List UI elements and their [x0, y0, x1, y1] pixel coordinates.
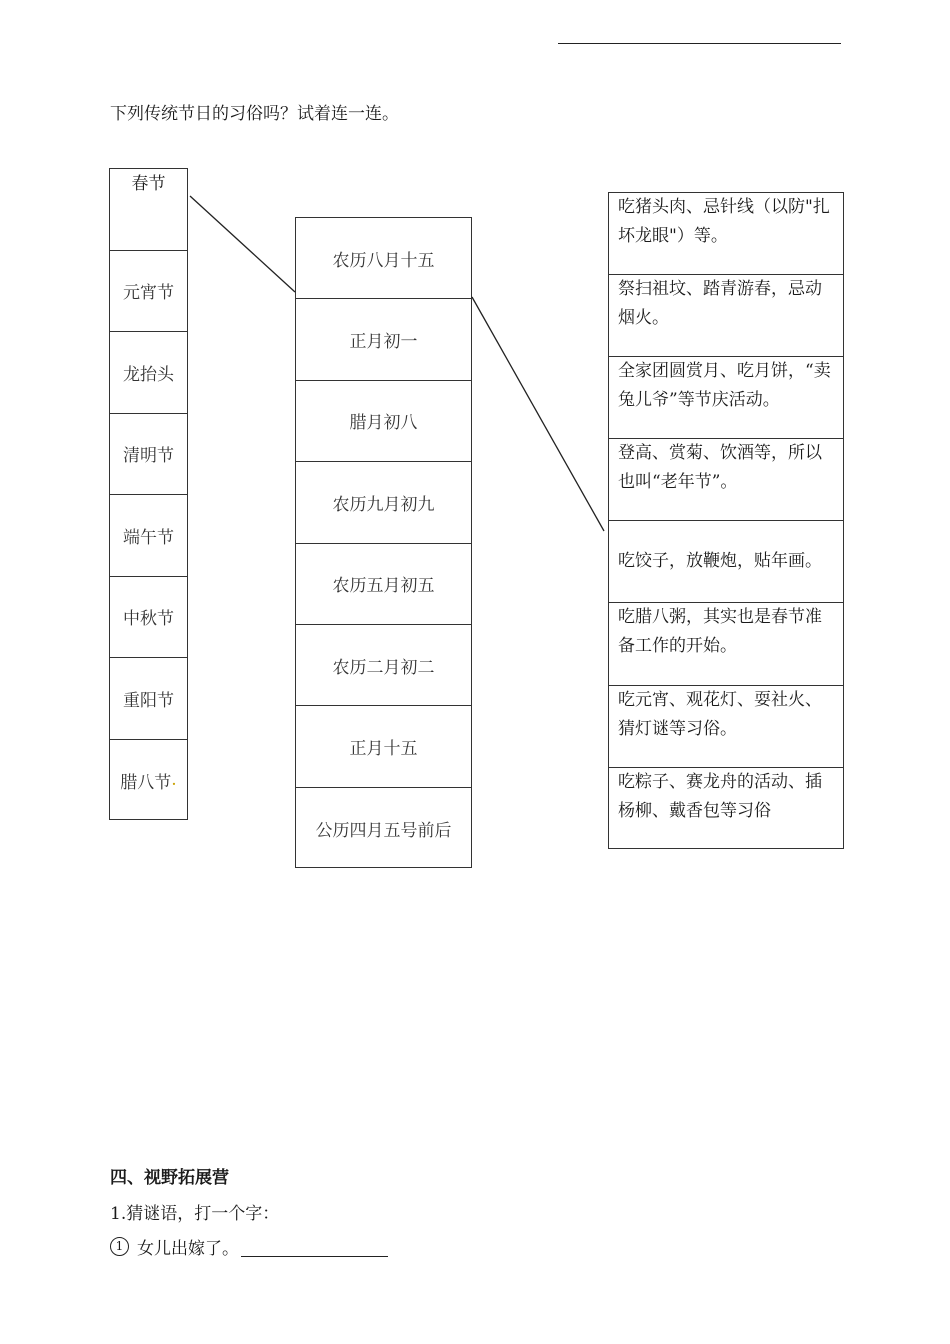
- custom-text: 全家团圆赏月、吃月饼，“卖兔儿爷”等节庆活动。: [618, 361, 831, 411]
- custom-cell[interactable]: [609, 521, 843, 603]
- festival-label: 重阳节: [123, 690, 174, 711]
- riddle-item: [110, 1234, 388, 1259]
- date-cell[interactable]: [296, 218, 471, 299]
- festival-cell[interactable]: [110, 495, 187, 577]
- date-cell[interactable]: [296, 299, 471, 380]
- festival-label: 端午节: [123, 527, 174, 548]
- riddle-number: 1: [110, 1237, 129, 1256]
- date-label: 农历八月十五: [332, 250, 435, 271]
- header-rule: [558, 43, 841, 44]
- custom-cell[interactable]: [609, 275, 843, 357]
- date-column: [295, 217, 472, 868]
- date-label: 农历五月初五: [332, 576, 435, 597]
- instruction-text: 下列传统节日的习俗吗？试着连一连。: [110, 104, 399, 124]
- date-cell[interactable]: [296, 625, 471, 706]
- stray-mark: .: [171, 770, 177, 791]
- festival-cell[interactable]: [110, 658, 187, 740]
- date-label: 公历四月五号前后: [315, 820, 452, 841]
- date-label: 正月初一: [349, 332, 418, 353]
- custom-cell[interactable]: [609, 603, 843, 685]
- festival-cell[interactable]: [110, 414, 187, 496]
- answer-blank[interactable]: [241, 1236, 388, 1257]
- festival-label: 清明节: [123, 446, 174, 467]
- date-label: 农历二月初二: [332, 657, 435, 678]
- festival-label: 中秋节: [123, 609, 174, 630]
- custom-cell[interactable]: [609, 686, 843, 768]
- connector-line: [472, 297, 604, 531]
- date-cell[interactable]: [296, 788, 471, 869]
- festival-cell[interactable]: [110, 169, 187, 251]
- festival-label: 腊八节: [120, 772, 172, 793]
- custom-text: 吃腊八粥，其实也是春节准备工作的开始。: [618, 607, 822, 657]
- custom-text: 登高、赏菊、饮酒等，所以也叫“老年节”。: [618, 443, 822, 493]
- connector-line: [190, 196, 295, 292]
- date-cell[interactable]: [296, 381, 471, 462]
- festival-cell[interactable]: [110, 740, 187, 822]
- custom-text: 祭扫祖坟、踏青游春，忌动烟火。: [618, 279, 822, 329]
- custom-cell[interactable]: [609, 768, 843, 850]
- date-cell[interactable]: [296, 462, 471, 543]
- custom-text: 吃粽子、赛龙舟的活动、插杨柳、戴香包等习俗: [618, 771, 822, 821]
- festival-cell[interactable]: [110, 332, 187, 414]
- riddle-text: 女儿出嫁了。: [137, 1239, 239, 1259]
- festival-column: [109, 168, 188, 820]
- custom-cell[interactable]: [609, 357, 843, 439]
- date-cell[interactable]: [296, 706, 471, 787]
- festival-label: 龙抬头: [123, 364, 174, 385]
- custom-text: 吃猪头肉、忌针线（以防"扎坏龙眼"）等。: [618, 197, 830, 246]
- date-label: 农历九月初九: [332, 494, 435, 515]
- date-label: 腊月初八: [349, 413, 418, 434]
- custom-column: [608, 192, 844, 849]
- festival-label: 春节: [131, 174, 166, 194]
- festival-label: 元宵节: [123, 283, 174, 304]
- custom-cell[interactable]: [609, 439, 843, 521]
- custom-text: 吃元宵、观花灯、耍社火、猜灯谜等习俗。: [618, 689, 822, 739]
- custom-cell[interactable]: [609, 193, 843, 275]
- festival-cell[interactable]: [110, 577, 187, 659]
- custom-text: 吃饺子，放鞭炮，贴年画。: [618, 551, 822, 572]
- riddle-intro: 1.猜谜语，打一个字：: [110, 1204, 280, 1224]
- date-cell[interactable]: [296, 544, 471, 625]
- section-title: 四、视野拓展营: [110, 1168, 229, 1188]
- festival-cell[interactable]: [110, 251, 187, 333]
- date-label: 正月十五: [349, 739, 418, 760]
